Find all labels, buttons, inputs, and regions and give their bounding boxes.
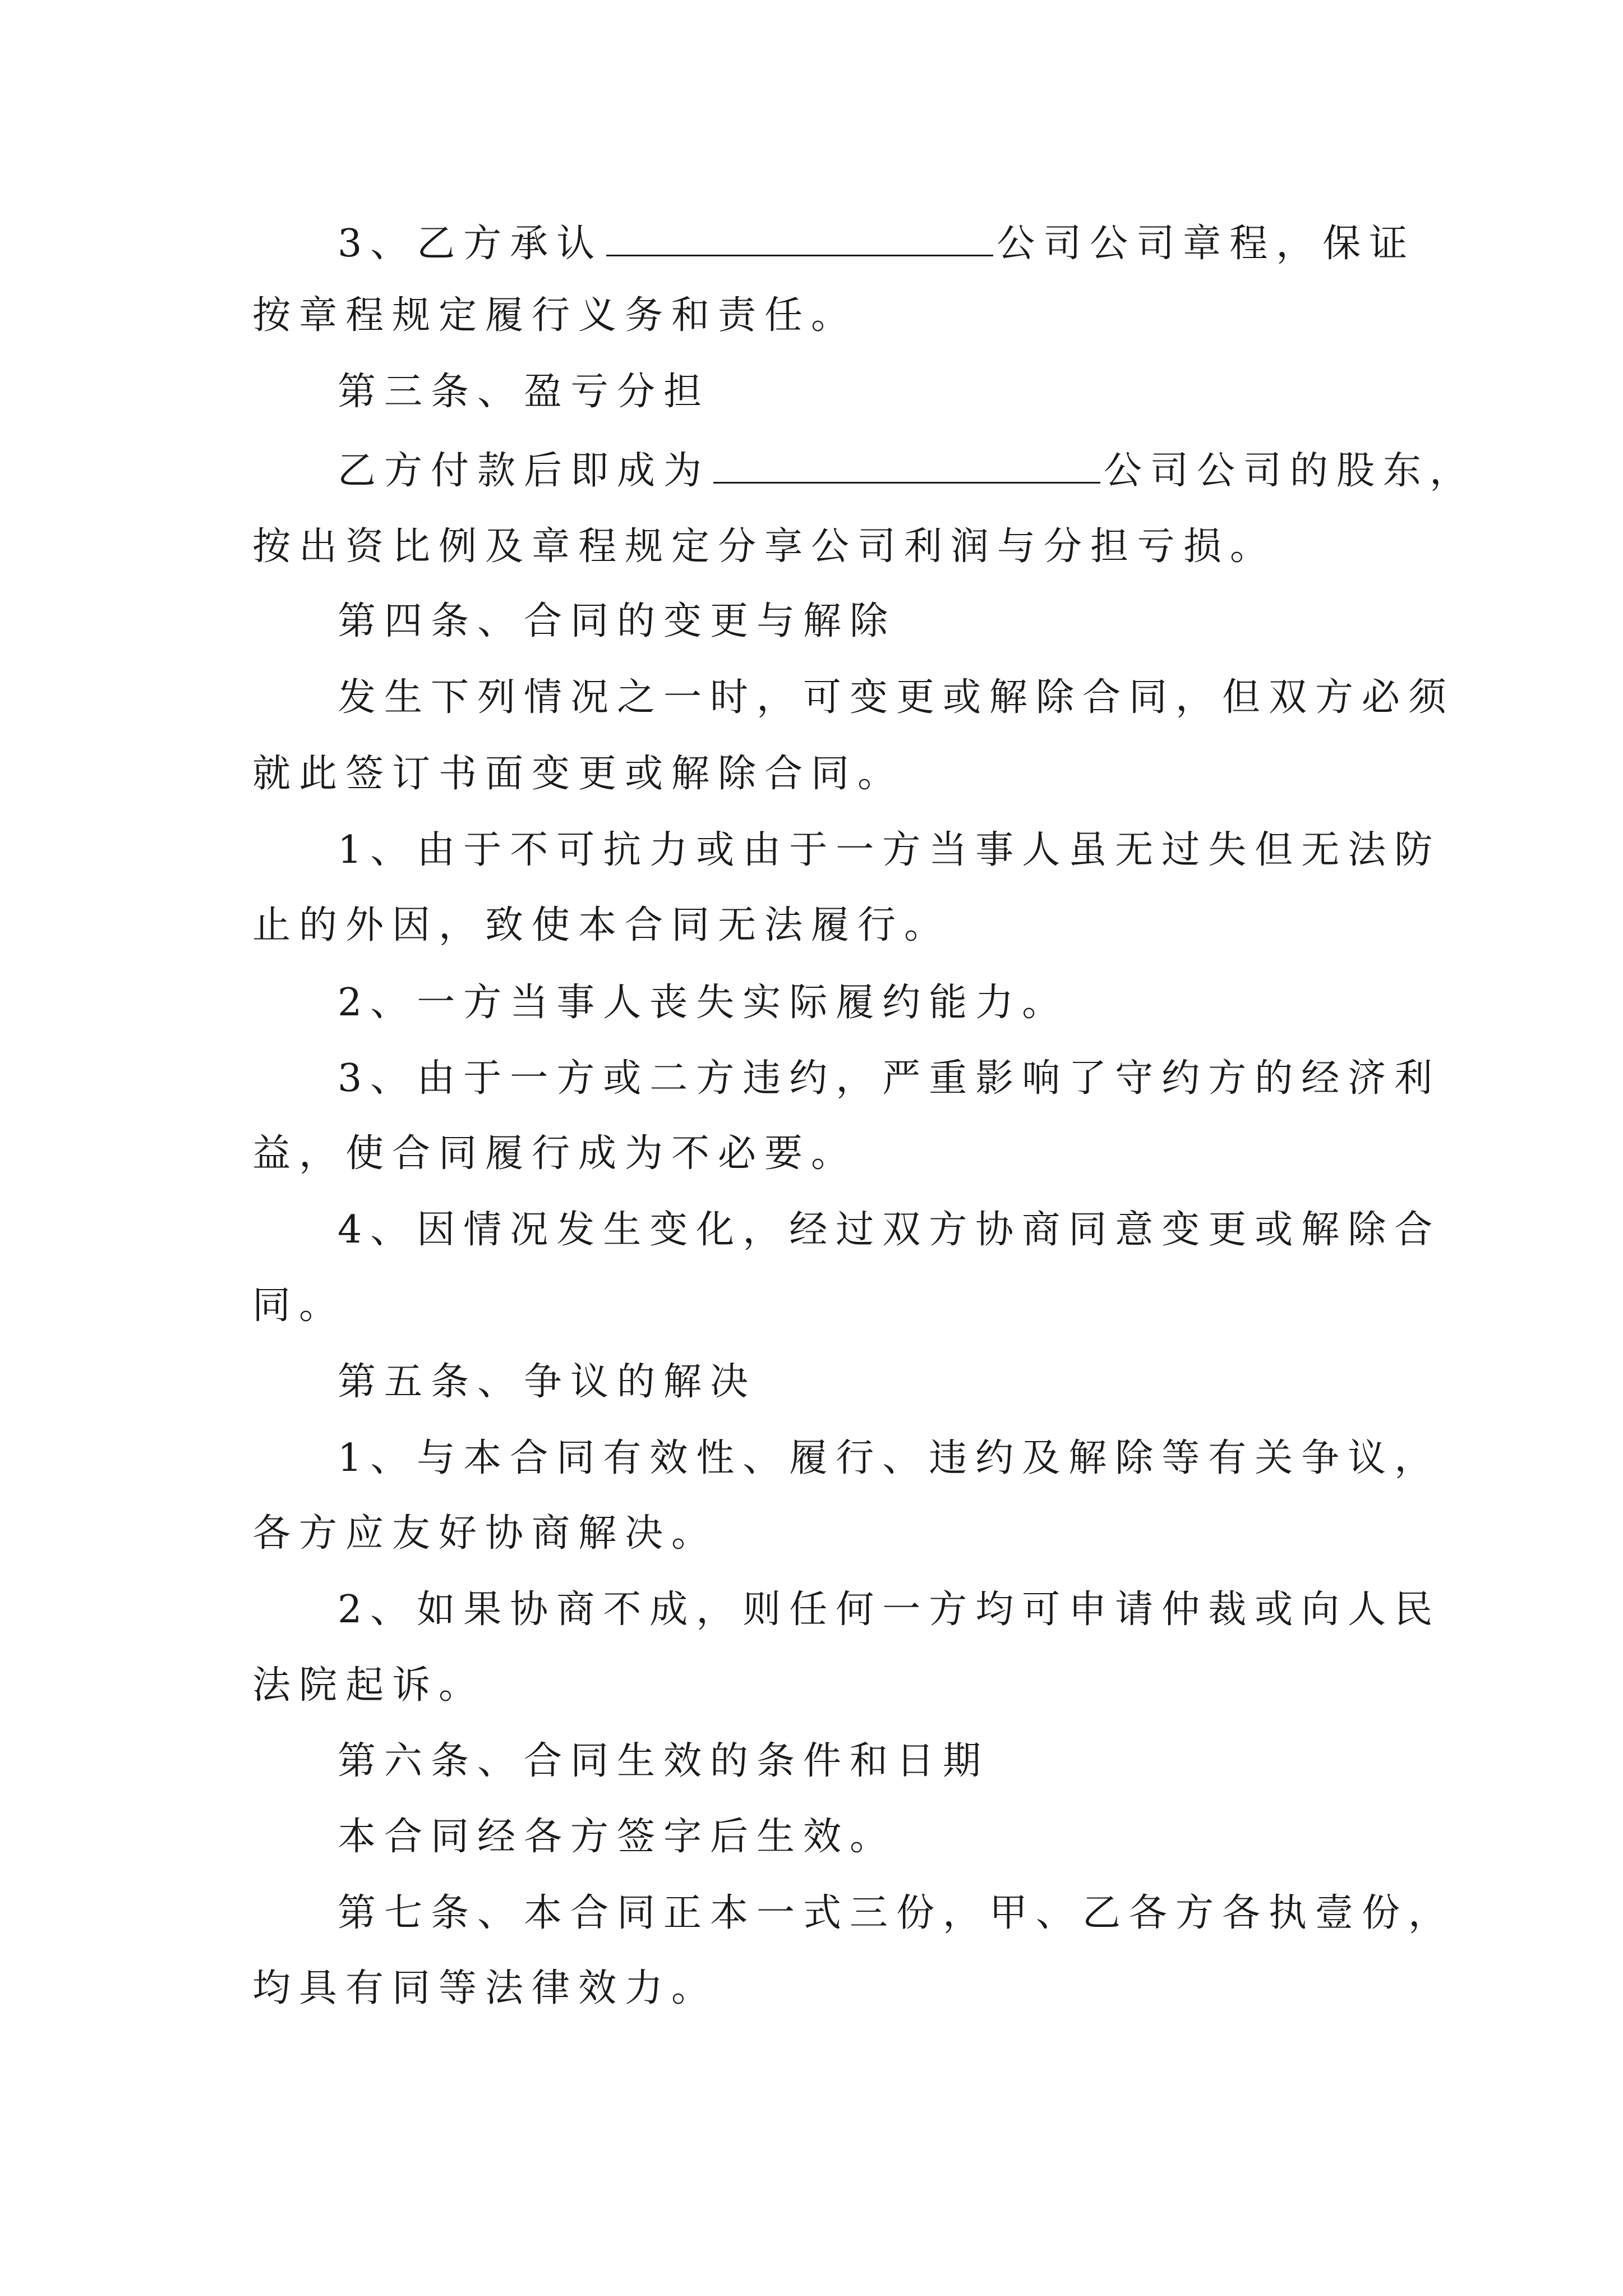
clause-line: [252, 1506, 718, 1562]
clause-text: 2、如果协商不成，则任何一方均可申请仲裁或向人民: [338, 1588, 1441, 1632]
clause-text: 发生下列情况之一时，可变更或解除合同，但双方必须: [338, 675, 1455, 720]
clause-line: [338, 1051, 1441, 1107]
clause-line: [252, 288, 857, 344]
clause-line: [252, 746, 904, 802]
clause-text: 各方应友好协商解决。: [252, 1511, 718, 1556]
clause-text: 益，使合同履行成为不必要。: [252, 1131, 858, 1176]
fill-in-blank: [606, 219, 993, 256]
clause-line: [252, 1658, 485, 1714]
clause-line: [252, 519, 1276, 575]
clause-line: [338, 1582, 1441, 1638]
clause-line: [338, 670, 1455, 726]
clause-text: 4、因情况发生变化，经过双方协商同意变更或解除合: [338, 1208, 1441, 1252]
clause-text: 法院起诉。: [252, 1663, 486, 1708]
clause-text: 2、一方当事人丧失实际履约能力。: [338, 981, 1069, 1025]
clause-text: 3、乙方承认: [338, 222, 603, 266]
clause-line: [338, 975, 1068, 1031]
clause-text: 1、与本合同有效性、履行、违约及解除等有关争议，: [338, 1436, 1441, 1480]
article-heading: [338, 1885, 1455, 1941]
article-heading: [338, 364, 710, 420]
clause-text: 3、由于一方或二方违约，严重影响了守约方的经济利: [338, 1056, 1441, 1101]
clause-text: 就此签订书面变更或解除合同。: [252, 752, 905, 796]
fill-in-blank: [713, 446, 1100, 484]
clause-text: 按章程规定履行义务和责任。: [252, 293, 858, 338]
article-heading-text: 第六条、合同生效的条件和日期: [338, 1739, 990, 1783]
clause-text: 公司公司的股东，: [1104, 449, 1477, 493]
clause-text: 本合同经各方签字后生效。: [338, 1815, 897, 1859]
article-heading: [338, 1354, 757, 1410]
article-heading-text: 第五条、争议的解决: [338, 1360, 757, 1404]
clause-text: 均具有同等法律效力。: [252, 1966, 718, 2010]
clause-line: [338, 822, 1441, 878]
clause-text: 公司公司章程，保证: [997, 222, 1416, 266]
clause-line: [252, 1126, 857, 1182]
article-heading-text: 第七条、本合同正本一式三份，甲、乙各方各执壹份，: [338, 1891, 1455, 1935]
clause-line: [252, 898, 951, 954]
clause-text: 1、由于不可抗力或由于一方当事人虽无过失但无法防: [338, 828, 1441, 872]
clause-text: 止的外因，致使本合同无法履行。: [252, 903, 951, 947]
article-heading-text: 第三条、盈亏分担: [338, 370, 711, 414]
article-heading: [338, 1733, 989, 1789]
clause-text: 乙方付款后即成为: [338, 449, 711, 493]
clause-line: [252, 1961, 718, 2017]
article-heading: [338, 593, 896, 650]
clause-line: [338, 1430, 1441, 1487]
clause-line: [338, 443, 1476, 499]
article-heading-text: 第四条、合同的变更与解除: [338, 599, 897, 643]
clause-line: [252, 1278, 345, 1334]
clause-line: [338, 1202, 1441, 1258]
clause-text: 按出资比例及章程规定分享公司利润与分担亏损。: [252, 524, 1277, 569]
clause-text: 同。: [252, 1283, 346, 1328]
clause-line: [338, 1809, 896, 1865]
clause-line: [338, 216, 1415, 272]
